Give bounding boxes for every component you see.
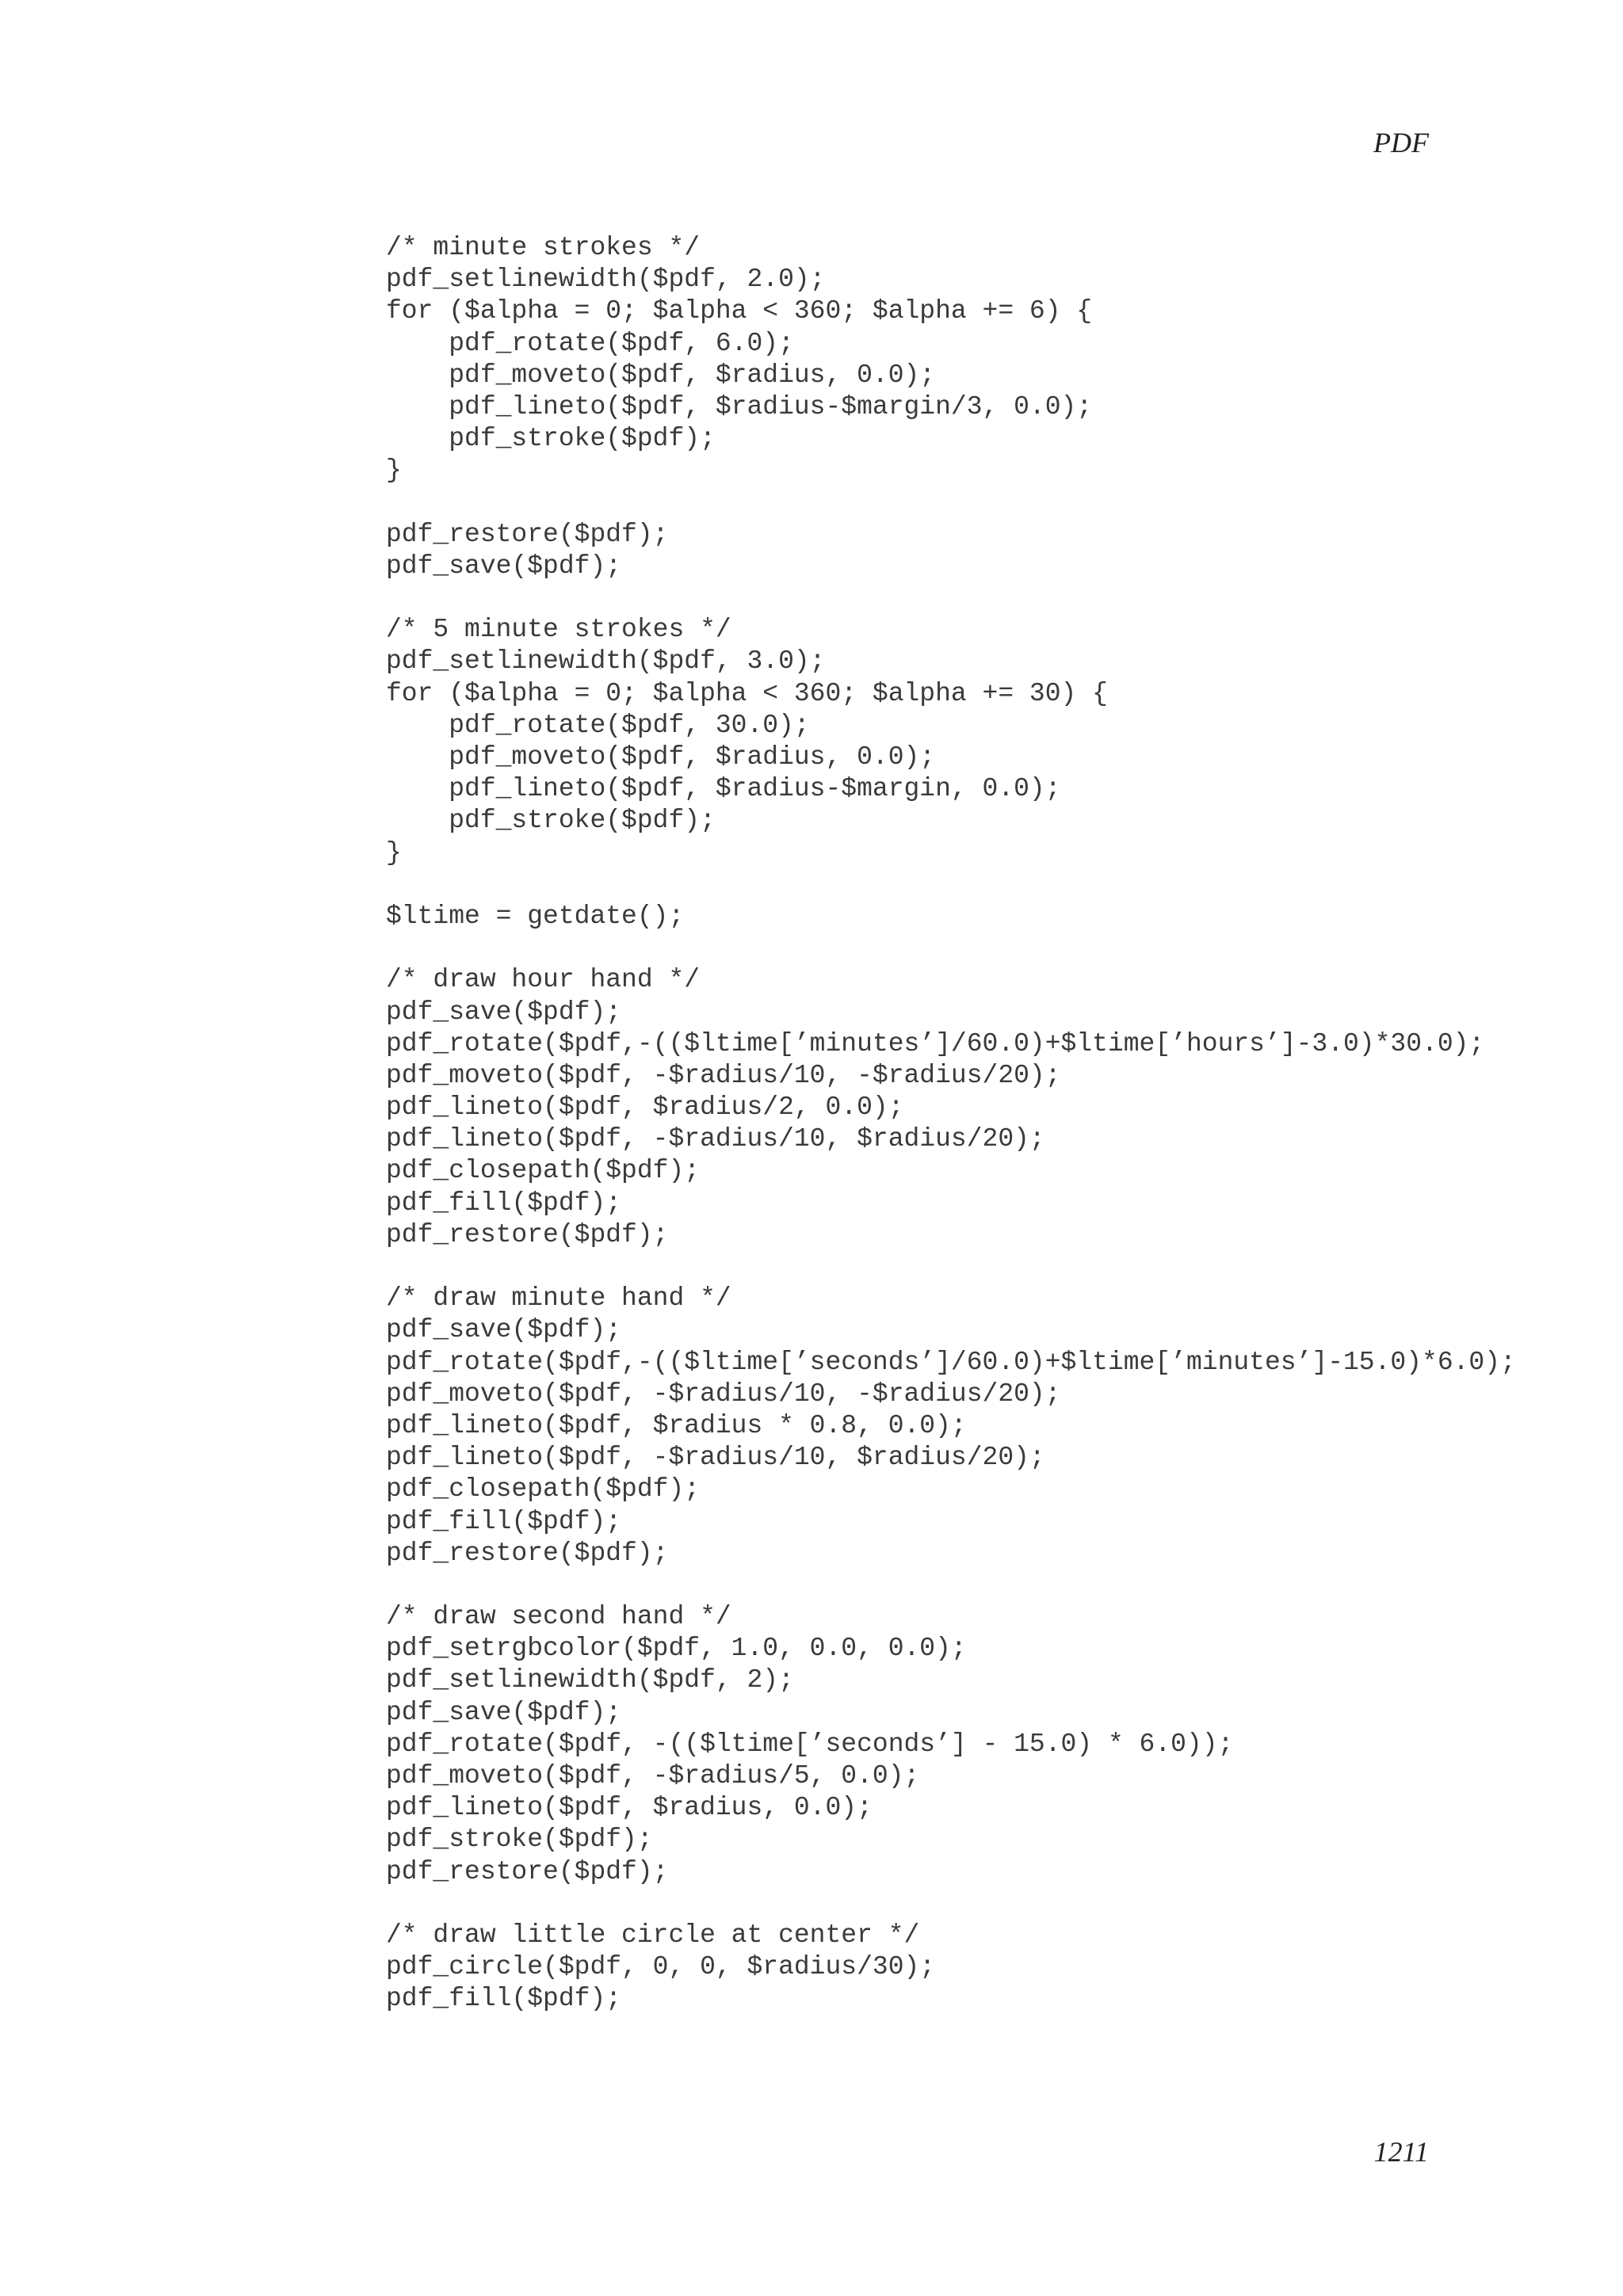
code-line: for ($alpha = 0; $alpha < 360; $alpha += 6) {: [386, 296, 1093, 326]
code-line: pdf_save($pdf);: [386, 551, 622, 581]
code-line: pdf_lineto($pdf, $radius/2, 0.0);: [386, 1093, 904, 1123]
code-line: pdf_closepath($pdf);: [386, 1156, 701, 1186]
code-blank-line: [386, 582, 1516, 614]
code-line: /* minute strokes */: [386, 233, 701, 262]
code-line: /* draw little circle at center */: [386, 1920, 920, 1950]
code-line: pdf_closepath($pdf);: [386, 1474, 701, 1505]
code-line: pdf_lineto($pdf, $radius-$margin, 0.0);: [386, 774, 1061, 804]
code-line: pdf_moveto($pdf, -$radius/5, 0.0);: [386, 1761, 920, 1791]
page-number: 1211: [1373, 2136, 1429, 2168]
code-line: pdf_lineto($pdf, $radius, 0.0);: [386, 1793, 873, 1823]
code-line: pdf_fill($pdf);: [386, 1984, 622, 2014]
code-line: pdf_lineto($pdf, $radius-$margin/3, 0.0);: [386, 391, 1093, 421]
code-line: pdf_save($pdf);: [386, 997, 622, 1027]
code-blank-line: [386, 1251, 1516, 1283]
code-line: $ltime = getdate();: [386, 901, 685, 931]
code-line: pdf_circle($pdf, 0, 0, $radius/30);: [386, 1952, 936, 1982]
code-line: pdf_setlinewidth($pdf, 3.0);: [386, 646, 826, 677]
code-blank-line: [386, 487, 1516, 519]
running-header-title: PDF: [1373, 127, 1429, 158]
code-line: pdf_stroke($pdf);: [386, 806, 716, 836]
code-line: pdf_restore($pdf);: [386, 1856, 669, 1886]
code-line: pdf_save($pdf);: [386, 1315, 622, 1345]
code-line: /* draw second hand */: [386, 1602, 731, 1632]
code-blank-line: [386, 869, 1516, 901]
code-line: pdf_moveto($pdf, $radius, 0.0);: [386, 360, 936, 390]
code-listing: [386, 232, 1516, 2016]
code-blank-line: [386, 1569, 1516, 1601]
code-line: /* draw hour hand */: [386, 965, 701, 995]
code-line: pdf_restore($pdf);: [386, 1219, 669, 1249]
code-line: pdf_rotate($pdf, 6.0);: [386, 328, 794, 358]
code-line: pdf_stroke($pdf);: [386, 1825, 653, 1855]
code-blank-line: [386, 1888, 1516, 1920]
code-line: pdf_save($pdf);: [386, 1697, 622, 1727]
code-line: pdf_moveto($pdf, $radius, 0.0);: [386, 742, 936, 772]
code-line: for ($alpha = 0; $alpha < 360; $alpha += 30) {: [386, 678, 1108, 708]
code-line: pdf_lineto($pdf, -$radius/10, $radius/20);: [386, 1124, 1045, 1154]
code-line: pdf_setlinewidth($pdf, 2.0);: [386, 265, 826, 295]
code-line: pdf_rotate($pdf,-(($ltime[’seconds’]/60.0)+$ltime[’minutes’]-15.0)*6.0);: [386, 1347, 1516, 1377]
code-line: }: [386, 456, 402, 486]
code-line: pdf_moveto($pdf, -$radius/10, -$radius/20);: [386, 1060, 1061, 1090]
code-line: pdf_lineto($pdf, -$radius/10, $radius/20);: [386, 1443, 1045, 1473]
code-line: /* draw minute hand */: [386, 1283, 731, 1314]
code-line: pdf_fill($pdf);: [386, 1506, 622, 1536]
code-line: pdf_stroke($pdf);: [386, 424, 716, 454]
code-line: pdf_setlinewidth($pdf, 2);: [386, 1665, 794, 1695]
code-line: pdf_fill($pdf);: [386, 1188, 622, 1218]
code-blank-line: [386, 933, 1516, 964]
code-line: pdf_moveto($pdf, -$radius/10, -$radius/20);: [386, 1379, 1061, 1409]
code-line: pdf_rotate($pdf,-(($ltime[’minutes’]/60.0)+$ltime[’hours’]-3.0)*30.0);: [386, 1028, 1485, 1058]
code-line: pdf_restore($pdf);: [386, 519, 669, 549]
code-line: pdf_setrgbcolor($pdf, 1.0, 0.0, 0.0);: [386, 1634, 967, 1664]
code-line: pdf_rotate($pdf, -(($ltime[’seconds’] - 15.0) * 6.0));: [386, 1729, 1234, 1759]
code-line: }: [386, 837, 402, 868]
code-line: pdf_rotate($pdf, 30.0);: [386, 710, 810, 740]
code-line: /* 5 minute strokes */: [386, 615, 731, 645]
code-line: pdf_restore($pdf);: [386, 1538, 669, 1568]
code-line: pdf_lineto($pdf, $radius * 0.8, 0.0);: [386, 1410, 967, 1440]
